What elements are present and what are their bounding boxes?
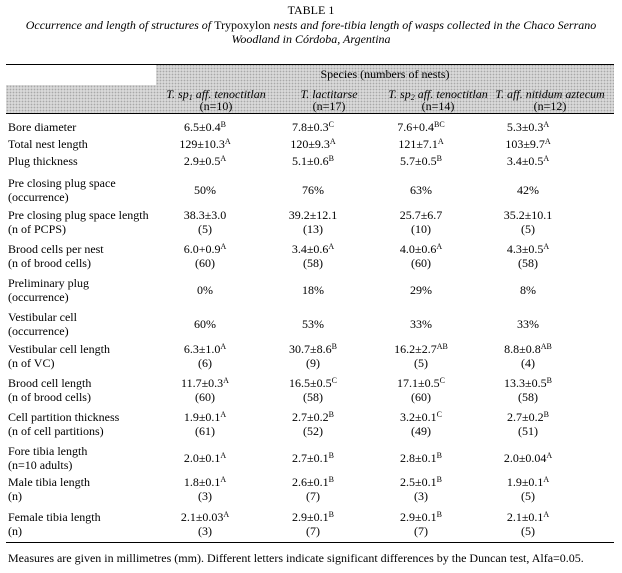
significance-letter: A <box>329 137 336 146</box>
cell-value: 11.7±0.3 <box>181 376 224 390</box>
cell-value: 35.2±10.1 <box>503 208 553 222</box>
cell-sample-size: (10) <box>411 222 431 236</box>
significance-letter: B <box>328 410 334 419</box>
significance-letter: BC <box>434 120 445 129</box>
cell-sample-size: (3) <box>198 524 212 538</box>
table-label: TABLE 1 <box>287 3 335 17</box>
table-cell <box>147 243 263 255</box>
cell-value: 3.2±0.1 <box>400 410 437 424</box>
cell-sample-size: (58) <box>518 256 538 270</box>
table-cell <box>147 121 263 133</box>
cell-value: 129±10.3 <box>179 137 225 151</box>
cell-sample-size: (5) <box>198 222 212 236</box>
row-label: (n of cell partitions) <box>8 424 104 438</box>
cell-value: 2.5±0.1 <box>400 475 437 489</box>
cell-value: 39.2±12.1 <box>288 208 338 222</box>
table-cell <box>255 476 371 488</box>
cell-value: 1.9±0.1 <box>506 475 544 489</box>
significance-letter: A <box>543 242 550 251</box>
cell-value: 42% <box>517 183 539 197</box>
table-cell <box>363 184 479 196</box>
table-cell <box>470 209 586 221</box>
table-cell <box>470 243 586 255</box>
table-cell <box>255 209 371 221</box>
significance-letter: A <box>543 510 550 519</box>
cell-value: 2.0±0.04 <box>503 451 547 465</box>
row-label: (n of brood cells) <box>8 256 91 270</box>
cell-sample-size: (60) <box>411 390 431 404</box>
table-cell <box>147 284 263 296</box>
table-cell <box>255 511 371 523</box>
table-cell <box>147 184 263 196</box>
cell-sample-size: (51) <box>518 424 538 438</box>
table-cell <box>470 155 586 167</box>
cell-sample-size: (49) <box>411 424 431 438</box>
cell-value: 16.2±2.7 <box>394 342 437 356</box>
significance-letter: A <box>220 451 227 460</box>
table-cell <box>363 377 479 389</box>
cell-value: 103±9.7 <box>505 137 545 151</box>
row-label: Fore tibia length <box>8 444 88 458</box>
cell-sample-size: (5) <box>521 489 535 503</box>
cell-sample-size: (13) <box>303 222 323 236</box>
cell-value: 2.1±0.1 <box>506 510 544 524</box>
significance-letter: A <box>220 154 227 163</box>
cell-value: 4.0±0.6 <box>399 242 437 256</box>
cell-sample-size: (58) <box>518 390 538 404</box>
row-label: (occurrence) <box>8 324 69 338</box>
cell-value: 29% <box>410 283 432 297</box>
row-label: (n) <box>8 524 22 538</box>
cell-value: 4.3±0.5 <box>506 242 544 256</box>
significance-letter: C <box>328 120 334 129</box>
table-cell <box>255 138 371 150</box>
significance-letter: A <box>220 410 227 419</box>
table-cell <box>255 121 371 133</box>
cell-value: 3.4±0.6 <box>291 242 329 256</box>
cell-value: 16.5±0.5 <box>289 376 332 390</box>
cell-value: 2.7±0.2 <box>292 410 329 424</box>
row-label: Bore diameter <box>8 120 77 134</box>
cell-value: 33% <box>517 317 539 331</box>
table-cell <box>147 138 263 150</box>
table-cell <box>147 377 263 389</box>
cell-sample-size: (60) <box>195 256 215 270</box>
table-cell <box>255 184 371 196</box>
significance-letter: A <box>220 342 227 351</box>
cell-sample-size: (7) <box>306 489 320 503</box>
row-label: Brood cells per nest <box>8 242 104 256</box>
cell-value: 2.7±0.1 <box>292 451 329 465</box>
cell-sample-size: (6) <box>198 356 212 370</box>
column-header: T. $sp_2$ aff. tenoctitlan (n=14) <box>388 87 488 113</box>
cell-value: 2.8±0.1 <box>400 451 437 465</box>
table-cell <box>147 155 263 167</box>
cell-value: 7.6+0.4 <box>397 120 435 134</box>
significance-letter: A <box>436 242 443 251</box>
significance-letter: A <box>220 475 227 484</box>
column-header: T. aff. nitidum aztecum (n=12) <box>495 87 605 113</box>
significance-letter: B <box>436 510 442 519</box>
table-cell <box>255 343 371 355</box>
row-label: Brood cell length <box>8 376 92 390</box>
cell-sample-size: (3) <box>198 489 212 503</box>
cell-value: 3.4±0.5 <box>506 154 544 168</box>
cell-value: 53% <box>302 317 324 331</box>
cell-value: 8% <box>520 283 536 297</box>
table-cell <box>255 377 371 389</box>
cell-sample-size: (60) <box>195 390 215 404</box>
table-cell <box>255 318 371 330</box>
significance-letter: C <box>439 376 445 385</box>
cell-sample-size: (5) <box>521 222 535 236</box>
table-cell <box>470 377 586 389</box>
table-cell <box>255 284 371 296</box>
significance-letter: A <box>544 137 551 146</box>
cell-sample-size: (52) <box>303 424 323 438</box>
significance-letter: A <box>224 137 231 146</box>
table-bottom-rule <box>6 542 614 543</box>
row-label: Female tibia length <box>8 510 101 524</box>
table-cell <box>470 452 586 464</box>
significance-letter: A <box>223 376 229 385</box>
species-header: Species (numbers of nests) <box>320 67 450 81</box>
cell-value: 5.1±0.6 <box>292 154 329 168</box>
table-cell <box>363 511 479 523</box>
table-cell <box>363 209 479 221</box>
cell-sample-size: (58) <box>303 256 323 270</box>
cell-value: 5.7±0.5 <box>400 154 437 168</box>
table-cell <box>147 452 263 464</box>
significance-letter: A <box>543 475 550 484</box>
table-cell <box>470 318 586 330</box>
table-caption <box>4 18 618 46</box>
cell-sample-size: (3) <box>414 489 428 503</box>
cell-sample-size: (7) <box>414 524 428 538</box>
cell-value: 5.3±0.3 <box>506 120 544 134</box>
cell-sample-size: (61) <box>195 424 215 438</box>
row-label: Pre closing plug space length <box>8 208 149 222</box>
table-cell <box>363 138 479 150</box>
cell-sample-size: (5) <box>521 524 535 538</box>
cell-value: 63% <box>410 183 432 197</box>
table-cell <box>363 284 479 296</box>
cell-value: 2.0±0.1 <box>183 451 221 465</box>
row-label: Male tibia length <box>8 475 90 489</box>
cell-value: 18% <box>302 283 324 297</box>
row-label: (n) <box>8 489 22 503</box>
table-cell <box>363 411 479 423</box>
cell-value: 38.3±3.0 <box>183 208 227 222</box>
table-cell <box>363 452 479 464</box>
row-label: (occurrence) <box>8 190 69 204</box>
table-cell <box>470 411 586 423</box>
significance-letter: AB <box>436 342 448 351</box>
row-label: Vestibular cell <box>8 310 77 324</box>
table-cell <box>470 138 586 150</box>
cell-value: 2.9±0.1 <box>400 510 437 524</box>
significance-letter: C <box>331 376 337 385</box>
cell-value: 17.1±0.5 <box>397 376 440 390</box>
cell-value: 50% <box>194 183 216 197</box>
cell-sample-size: (5) <box>414 356 428 370</box>
table-cell <box>470 511 586 523</box>
cell-value: 33% <box>410 317 432 331</box>
row-label: Pre closing plug space <box>8 176 116 190</box>
significance-letter: B <box>328 154 334 163</box>
cell-value: 1.8±0.1 <box>183 475 221 489</box>
table-footnote: Measures are given in millimetres (mm). Different letters indicate significant differences by the Duncan test, Alfa=0.05. <box>8 551 584 565</box>
cell-value: 2.1±0.03 <box>180 510 224 524</box>
table-cell <box>470 184 586 196</box>
cell-value: 7.8±0.3 <box>292 120 329 134</box>
significance-letter: B <box>546 376 552 385</box>
row-label: (n of PCPS) <box>8 222 67 236</box>
table-cell <box>363 155 479 167</box>
significance-letter: A <box>437 137 444 146</box>
table-cell <box>147 476 263 488</box>
cell-sample-size: (60) <box>411 256 431 270</box>
cell-value: 120±9.3 <box>290 137 330 151</box>
cell-sample-size: (7) <box>306 524 320 538</box>
cell-value: 6.0+0.9 <box>183 242 221 256</box>
significance-letter: B <box>436 475 442 484</box>
cell-value: 60% <box>194 317 216 331</box>
significance-letter: A <box>543 154 550 163</box>
table-cell <box>363 121 479 133</box>
table-cell <box>363 243 479 255</box>
significance-letter: B <box>328 510 334 519</box>
cell-sample-size: (58) <box>303 390 323 404</box>
table-cell <box>470 476 586 488</box>
cell-sample-size: (4) <box>521 356 535 370</box>
header-bottom-rule <box>6 113 614 114</box>
cell-value: 6.3±1.0 <box>183 342 221 356</box>
cell-value: 76% <box>302 183 324 197</box>
significance-letter: B <box>328 475 334 484</box>
column-header: T. $sp_1$ aff. tenoctitlan (n=10) <box>166 87 266 113</box>
table-cell <box>147 209 263 221</box>
cell-value: 2.7±0.2 <box>507 410 544 424</box>
significance-letter: B <box>328 451 334 460</box>
table-cell <box>255 452 371 464</box>
cell-value: 0% <box>197 283 213 297</box>
cell-value: 2.9±0.1 <box>292 510 329 524</box>
table-cell <box>363 343 479 355</box>
significance-letter: A <box>543 120 550 129</box>
significance-letter: B <box>436 451 442 460</box>
row-label: (n=10 adults) <box>8 458 73 472</box>
significance-letter: C <box>436 410 442 419</box>
significance-letter: A <box>220 242 227 251</box>
cell-value: 13.3±0.5 <box>504 376 547 390</box>
significance-letter: AB <box>540 342 552 351</box>
table-cell <box>363 476 479 488</box>
cell-value: 30.7±8.6 <box>289 342 332 356</box>
cell-value: 8.8±0.8 <box>504 342 541 356</box>
caption-text-1: Occurrence and length of structures of <box>25 18 215 32</box>
table-cell <box>255 411 371 423</box>
table-cell <box>147 318 263 330</box>
table-cell <box>470 284 586 296</box>
column-header: T. lactitarse (n=17) <box>300 87 358 113</box>
significance-letter: B <box>436 154 442 163</box>
table-cell <box>147 343 263 355</box>
cell-value: 2.9±0.5 <box>183 154 221 168</box>
caption-text-2: nests and fore-tibia length of wasps collected in the Chaco Serrano Woodland in Córdoba, Argentina <box>231 18 597 46</box>
row-label: Preliminary plug <box>8 276 89 290</box>
table-cell <box>147 411 263 423</box>
row-label: (n of VC) <box>8 356 55 370</box>
row-label: Plug thickness <box>8 154 78 168</box>
row-label: Total nest length <box>8 137 88 151</box>
caption-genus: Trypoxylon <box>214 18 271 32</box>
cell-value: 25.7±6.7 <box>399 208 443 222</box>
row-label: (n of brood cells) <box>8 390 91 404</box>
cell-value: 1.9±0.1 <box>183 410 221 424</box>
cell-sample-size: (9) <box>306 356 320 370</box>
table-top-rule <box>6 64 614 65</box>
table-cell <box>147 511 263 523</box>
table-cell <box>470 343 586 355</box>
significance-letter: A <box>223 510 230 519</box>
table-cell <box>363 318 479 330</box>
cell-value: 6.5±0.4 <box>184 120 221 134</box>
table-cell <box>255 243 371 255</box>
cell-value: 2.6±0.1 <box>292 475 329 489</box>
significance-letter: A <box>328 242 335 251</box>
significance-letter: B <box>543 410 549 419</box>
significance-letter: A <box>546 451 553 460</box>
significance-letter: B <box>331 342 337 351</box>
row-label: Vestibular cell length <box>8 342 110 356</box>
table-cell <box>255 155 371 167</box>
table-cell <box>470 121 586 133</box>
row-label: (occurrence) <box>8 290 69 304</box>
significance-letter: B <box>220 120 226 129</box>
row-label: Cell partition thickness <box>8 410 120 424</box>
cell-value: 121±7.1 <box>398 137 438 151</box>
